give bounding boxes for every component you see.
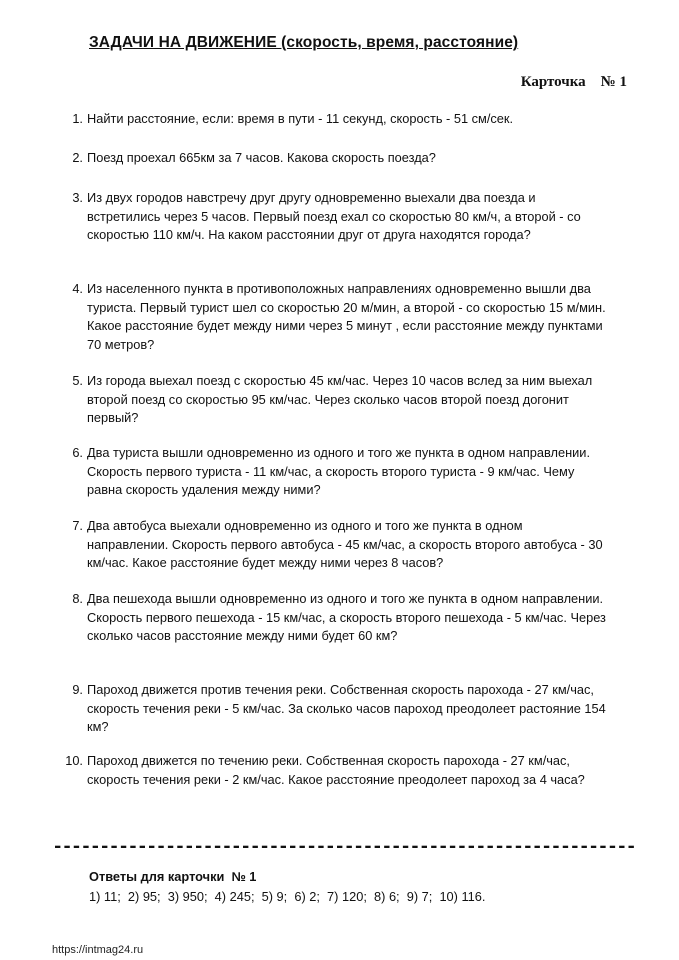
task-number: 1. <box>72 111 83 126</box>
task-number: 7. <box>72 518 83 533</box>
task-item <box>72 149 607 168</box>
task-number: 4. <box>72 281 83 296</box>
task-item <box>72 681 607 737</box>
task-number: 10. <box>65 753 83 768</box>
task-text: Поезд проехал 665км за 7 часов. Какова скорость поезда? <box>87 150 436 165</box>
task-number: 6. <box>72 445 83 460</box>
task-text: Найти расстояние, если: время в пути - 11 секунд, скорость - 51 см/сек. <box>87 111 514 126</box>
task-text: Из населенного пункта в противоположных направлениях одновременно вышли два туриста. Первый турист шел со скоростью 20 м/мин, а второй - со скоростью 15 м/мин. Какое расстояние будет между ними через 5 минут , если расстояние между пунктами 70 метров? <box>87 281 606 352</box>
task-number: 3. <box>72 190 83 205</box>
answers-title: Ответы для карточки № 1 <box>89 869 257 884</box>
task-item <box>65 752 607 789</box>
task-item <box>72 189 607 245</box>
task-text: Пароход движется против течения реки. Собственная скорость парохода - 27 км/час, скорость течения реки - 5 км/час. За сколько часов пароход преодолеет растояние 154 км? <box>87 682 606 734</box>
page-title: ЗАДАЧИ НА ДВИЖЕНИЕ (скорость, время, расстояние) <box>89 34 519 51</box>
task-number: 8. <box>72 591 83 606</box>
task-item <box>72 372 607 428</box>
task-text: Пароход движется по течению реки. Собственная скорость парохода - 27 км/час, скорость течения реки - 2 км/час. Какое расстояние преодолеет пароход за 4 часа? <box>87 753 585 787</box>
task-number: 5. <box>72 373 83 388</box>
task-text: Из города выехал поезд с скоростью 45 км/час. Через 10 часов вслед за ним выехал второй поезд со скоростью 95 км/час. Через сколько часов второй поезд догонит первый? <box>87 373 593 425</box>
task-number: 2. <box>72 150 83 165</box>
dashed-divider: -------------------------------------------------------------- <box>52 840 635 854</box>
task-text: Два туриста вышли одновременно из одного и того же пункта в одном направлении. Скорость первого туриста - 11 км/час, а скорость второго туриста - 9 км/час. Чему равна скорость удаления между ними? <box>87 445 591 497</box>
task-item <box>72 280 607 354</box>
task-number: 9. <box>72 682 83 697</box>
task-item <box>72 517 607 573</box>
task-text: Два автобуса выехали одновременно из одного и того же пункта в одном направлении. Скорость первого автобуса - 45 км/час, а скорость второго автобуса - 30 км/час. Какое расстояние будет между ними через 8 часов? <box>87 518 603 570</box>
answers-text: 1) 11; 2) 95; 3) 950; 4) 245; 5) 9; 6) 2; 7) 120; 8) 6; 9) 7; 10) 116. <box>89 889 486 904</box>
task-item <box>72 110 607 129</box>
card-label: Карточка № 1 <box>520 74 627 90</box>
task-text: Два пешехода вышли одновременно из одного и того же пункта в одном направлении. Скорость первого пешехода - 15 км/час, а скорость второго пешехода - 5 км/час. Через сколько часов расстояние между ними будет 60 км? <box>87 591 606 643</box>
task-item <box>72 444 607 500</box>
task-item <box>72 590 607 646</box>
footer-url: https://intmag24.ru <box>52 944 144 956</box>
task-text: Из двух городов навстречу друг другу одновременно выехали два поезда и встретились через 5 часов. Первый поезд ехал со скоростью 80 км/ч, а второй - со скоростью 110 км/ч. На каком расстоянии друг от друга находятся города? <box>87 190 581 242</box>
